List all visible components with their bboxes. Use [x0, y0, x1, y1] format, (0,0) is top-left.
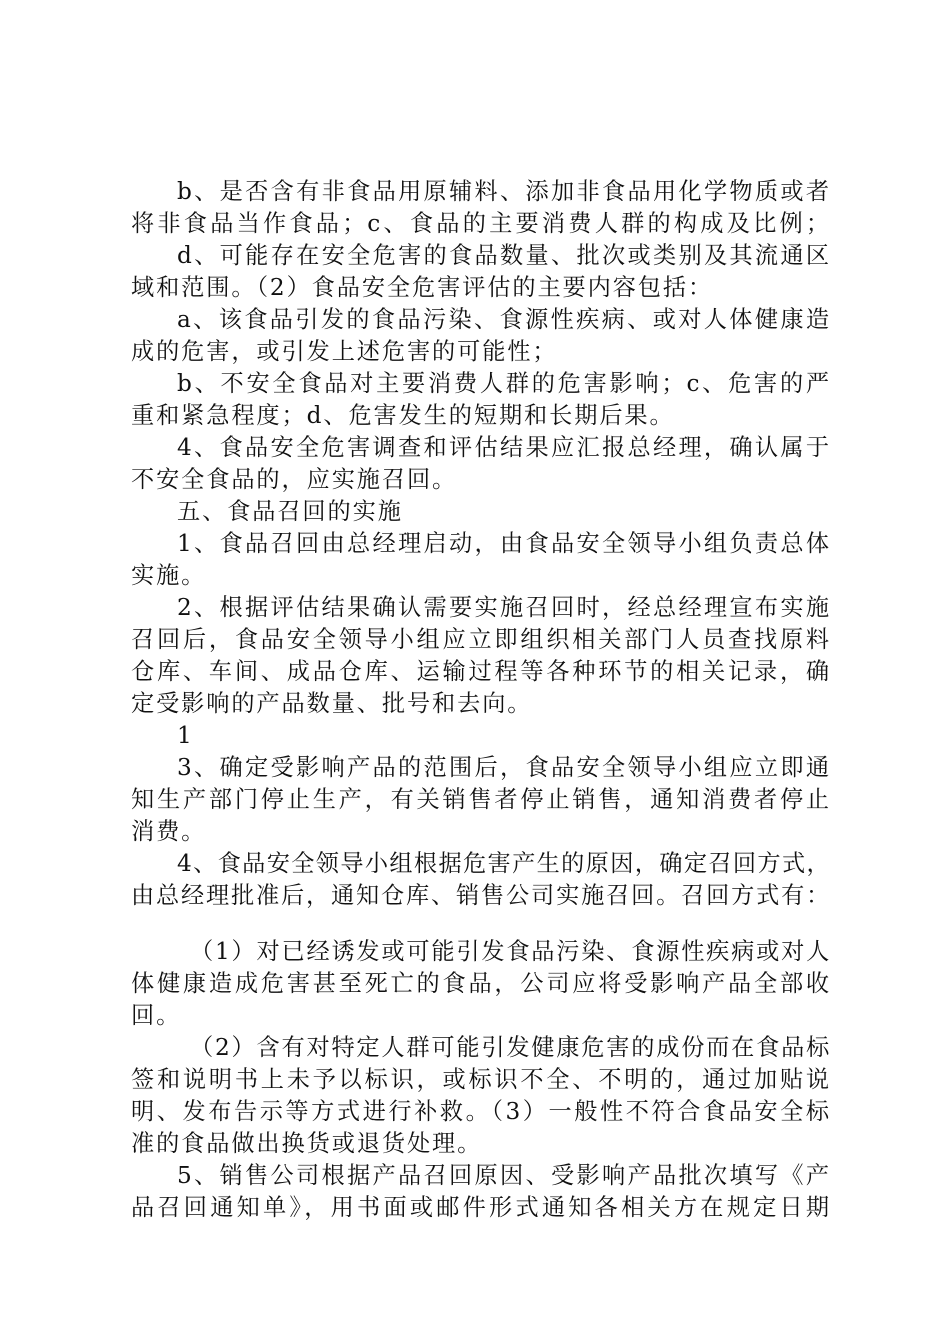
paragraph-line: 重和紧急程度；d、危害发生的短期和长期后果。 [131, 402, 675, 429]
paragraph-line: 消费。 [131, 818, 207, 845]
paragraph-line: 知生产部门停止生产，有关销售者停止销售，通知消费者停止 [131, 786, 831, 813]
paragraph-line: 4、食品安全领导小组根据危害产生的原因，确定召回方式， [177, 850, 831, 877]
paragraph-line: 2、根据评估结果确认需要实施召回时，经总经理宣布实施 [177, 594, 831, 621]
paragraph-line: 定受影响的产品数量、批号和去向。 [131, 690, 533, 717]
paragraph-line: 明、发布告示等方式进行补救。（3）一般性不符合食品安全标 [131, 1098, 831, 1125]
paragraph-line: 准的食品做出换货或退货处理。 [131, 1130, 483, 1157]
paragraph-line: 回。 [131, 1002, 182, 1029]
paragraph-line: 实施。 [131, 562, 207, 589]
paragraph-line: 签和说明书上未予以标识，或标识不全、不明的，通过加贴说 [131, 1066, 831, 1093]
paragraph-line: （1）对已经诱发或可能引发食品污染、食源性疾病或对人 [190, 938, 831, 965]
paragraph-line: 5、销售公司根据产品召回原因、受影响产品批次填写《产 [177, 1162, 831, 1189]
paragraph-line: 1、食品召回由总经理启动，由食品安全领导小组负责总体 [177, 530, 831, 557]
paragraph-line: 不安全食品的，应实施召回。 [131, 466, 458, 493]
paragraph-line: a、该食品引发的食品污染、食源性疾病、或对人体健康造 [177, 306, 831, 333]
paragraph-line: 由总经理批准后，通知仓库、销售公司实施召回。召回方式有： [131, 882, 831, 909]
paragraph-line: 体健康造成危害甚至死亡的食品，公司应将受影响产品全部收 [131, 970, 831, 997]
section-heading: 五、食品召回的实施 [177, 498, 403, 525]
paragraph-line: 3、确定受影响产品的范围后，食品安全领导小组应立即通 [177, 754, 831, 781]
paragraph-line: d、可能存在安全危害的食品数量、批次或类别及其流通区 [177, 242, 831, 269]
paragraph-line: 成的危害，或引发上述危害的可能性； [131, 338, 558, 365]
paragraph-line: 将非食品当作食品；c、食品的主要消费人群的构成及比例； [131, 210, 831, 237]
page-number: 1 [177, 722, 194, 749]
paragraph-line: b、不安全食品对主要消费人群的危害影响；c、危害的严 [177, 370, 831, 397]
paragraph-line: 4、食品安全危害调查和评估结果应汇报总经理，确认属于 [177, 434, 831, 461]
paragraph-line: 域和范围。（2）食品安全危害评估的主要内容包括： [131, 274, 714, 301]
paragraph-line: 品召回通知单》，用书面或邮件形式通知各相关方在规定日期 [131, 1194, 831, 1221]
paragraph-line: 召回后，食品安全领导小组应立即组织相关部门人员查找原料 [131, 626, 831, 653]
paragraph-line: 仓库、车间、成品仓库、运输过程等各种环节的相关记录，确 [131, 658, 831, 685]
paragraph-line: b、是否含有非食品用原辅料、添加非食品用化学物质或者 [177, 178, 831, 205]
paragraph-line: （2）含有对特定人群可能引发健康危害的成份而在食品标 [190, 1034, 831, 1061]
